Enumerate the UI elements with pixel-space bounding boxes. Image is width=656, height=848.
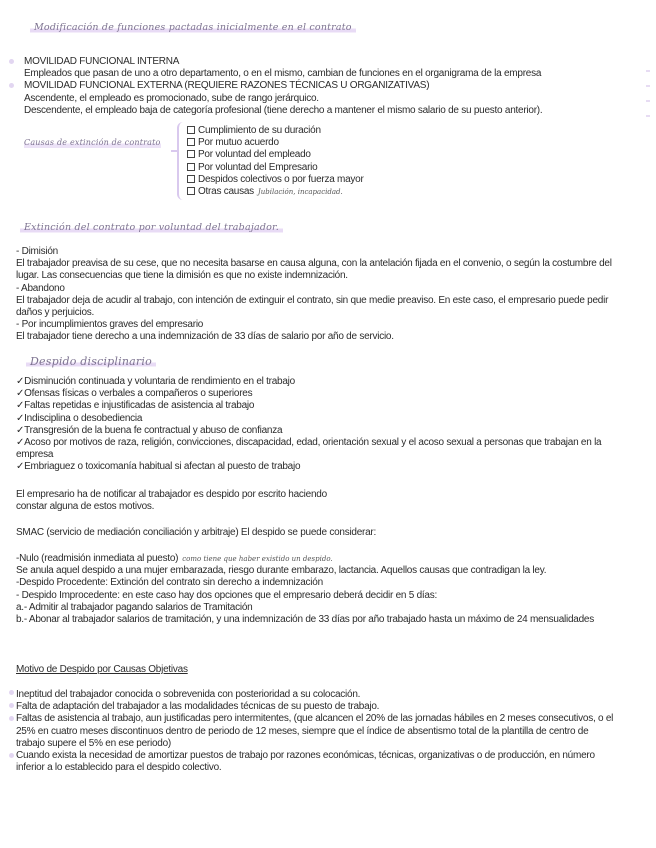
dimision-title: - Dimisión: [16, 246, 58, 257]
notificar-text: El empresario ha de notificar al trabajador es despido por escrito haciendo constar alguna de estos motivos.: [16, 489, 327, 513]
bullet-dot: [9, 703, 14, 708]
causas-list: [187, 125, 364, 198]
opcion-a: a.- Admitir al trabajador pagando salarios de Tramitación: [16, 601, 253, 613]
movilidad-section: [24, 56, 644, 117]
movilidad-ascendente: Ascendente, el empleado es promocionado, sube de rango jerárquico.: [24, 92, 319, 104]
objetiva-item: Ineptitud del trabajador conocida o sobrevenida con posterioridad a su colocación.: [16, 689, 361, 700]
disciplinario-heading: Despido disciplinario: [26, 356, 156, 368]
movilidad-interna-title: MOVILIDAD FUNCIONAL INTERNA: [24, 56, 180, 67]
causa-item: Despidos colectivos o por fuerza mayor: [187, 174, 364, 186]
bullet-dot: [9, 59, 14, 64]
checkbox-icon: [187, 175, 195, 183]
brace-tip-decoration: [171, 150, 179, 152]
incumplimiento-title: - Por incumplimientos graves del empresario: [16, 319, 204, 331]
procedente-text: -Despido Procedente: Extinción del contrato sin derecho a indemnización: [16, 577, 323, 589]
checkbox-icon: [187, 163, 195, 171]
checkbox-icon: [187, 138, 195, 146]
causa-item: Por mutuo acuerdo: [187, 137, 364, 149]
opcion-b: b.- Abonar al trabajador salarios de tramitación, y una indemnización de 33 días por año trabajado hasta un máximo de 24 mensualidades: [16, 614, 594, 626]
causa-item: Otras causas Jubilación, incapacidad.: [187, 186, 364, 198]
bullet-dot: [9, 83, 14, 88]
improcedente-text: - Despido Improcedente: en este caso hay dos opciones que el empresario deberá decidir en 5 días:: [16, 589, 438, 601]
nulo-text: Se anula aquel despido a una mujer embarazada, riesgo durante embarazo, lactancia. Aquellos causas que contradigan la ley.: [16, 565, 547, 577]
voluntad-section: [16, 246, 630, 344]
disciplinario-item: ✓Transgresión de la buena fe contractual y abuso de confianza: [16, 424, 283, 436]
otras-causas-note: Jubilación, incapacidad.: [257, 188, 343, 197]
nulo-label: -Nulo (readmisión inmediata al puesto): [16, 553, 179, 564]
disciplinario-item: ✓Ofensas físicas o verbales a compañeros o superiores: [16, 388, 253, 400]
disciplinario-item: ✓Acoso por motivos de raza, religión, convicciones, discapacidad, edad, orientación sexual y el acoso sexual a personas que trabajan en la empresa: [16, 437, 602, 461]
abandono-title: - Abandono: [16, 282, 65, 294]
bullet-dot: [9, 690, 14, 695]
movilidad-descendente: Descendente, el empleado baja de categoría profesional (tiene derecho a mantener el mismo salario de su puesto anterior).: [24, 104, 543, 116]
page-title: Modificación de funciones pactadas inicialmente en el contrato: [30, 22, 356, 34]
causa-item: Por voluntad del Empresario: [187, 162, 364, 174]
margin-mark: [646, 100, 650, 102]
checkbox-icon: [187, 126, 195, 134]
margin-mark: [646, 85, 650, 87]
dimision-text: El trabajador preavisa de su cese, que no necesita basarse en causa alguna, con la antelación fijada en el convenio, o según la costumbre del lugar. Las consecuencias que tiene la dimisión es que no existe indemnización.: [16, 258, 612, 282]
nulo-note: como tiene que haber existido un despido.: [182, 555, 333, 563]
causa-item: Por voluntad del empleado: [187, 149, 364, 161]
movilidad-externa-title: MOVILIDAD FUNCIONAL EXTERNA (REQUIERE RAZONES TÉCNICAS U ORGANIZATIVAS): [24, 80, 430, 92]
bullet-dot: [9, 716, 14, 721]
objetiva-item: Faltas de asistencia al trabajo, aun justificadas pero intermitentes, (que alcancen el 20% de las jornadas hábiles en 2 meses consecutivos, o el 25% en cuatro meses discontinuos dentro de periodo de 12 meses, siempre que el índice de absentismo total de la plantilla de centro de trabajo supere el 5% en ese periodo): [16, 713, 614, 749]
calificacion-section: [16, 553, 630, 626]
margin-mark: [646, 115, 650, 117]
checkbox-icon: [187, 150, 195, 158]
objetiva-item: Falta de adaptación del trabajador a las modalidades técnicas de su puesto de trabajo.: [16, 701, 380, 713]
disciplinario-item: ✓Indisciplina o desobediencia: [16, 412, 143, 424]
movilidad-interna-text: Empleados que pasan de uno a otro departamento, o en el mismo, cambian de funciones en el organigrama de la empresa: [24, 68, 542, 80]
incumplimiento-text: El trabajador tiene derecho a una indemnización de 33 días de salario por año de servicio.: [16, 331, 394, 343]
abandono-text: El trabajador deja de acudir al trabajo, con intención de extinguir el contrato, sin que medie preaviso. En este caso, el empresario puede pedir daños y perjuicios.: [16, 294, 609, 319]
causas-label: Causas de extinción de contrato: [24, 137, 161, 149]
objetiva-item: Cuando exista la necesidad de amortizar puestos de trabajo por razones económicas, técnicas, organizativas o de producción, en número inferior a lo establecido para el despido colectivo.: [16, 750, 595, 774]
disciplinario-list: [16, 376, 630, 474]
checkbox-icon: [187, 187, 195, 195]
objetivas-heading: Motivo de Despido por Causas Objetivas: [16, 664, 188, 675]
voluntad-heading: Extinción del contrato por voluntad del trabajador.: [20, 222, 283, 234]
objetivas-list: [16, 689, 616, 774]
bullet-dot: [9, 753, 14, 758]
disciplinario-item: ✓Disminución continuada y voluntaria de rendimiento en el trabajo: [16, 376, 295, 387]
smac-text: SMAC (servicio de mediación conciliación y arbitraje) El despido se puede considerar:: [16, 527, 377, 538]
disciplinario-item: ✓Embriaguez o toxicomanía habitual si afectan al puesto de trabajo: [16, 461, 301, 473]
disciplinario-item: ✓Faltas repetidas e injustificadas de asistencia al trabajo: [16, 400, 255, 412]
margin-mark: [646, 70, 650, 72]
causa-item: Cumplimiento de su duración: [187, 125, 364, 137]
